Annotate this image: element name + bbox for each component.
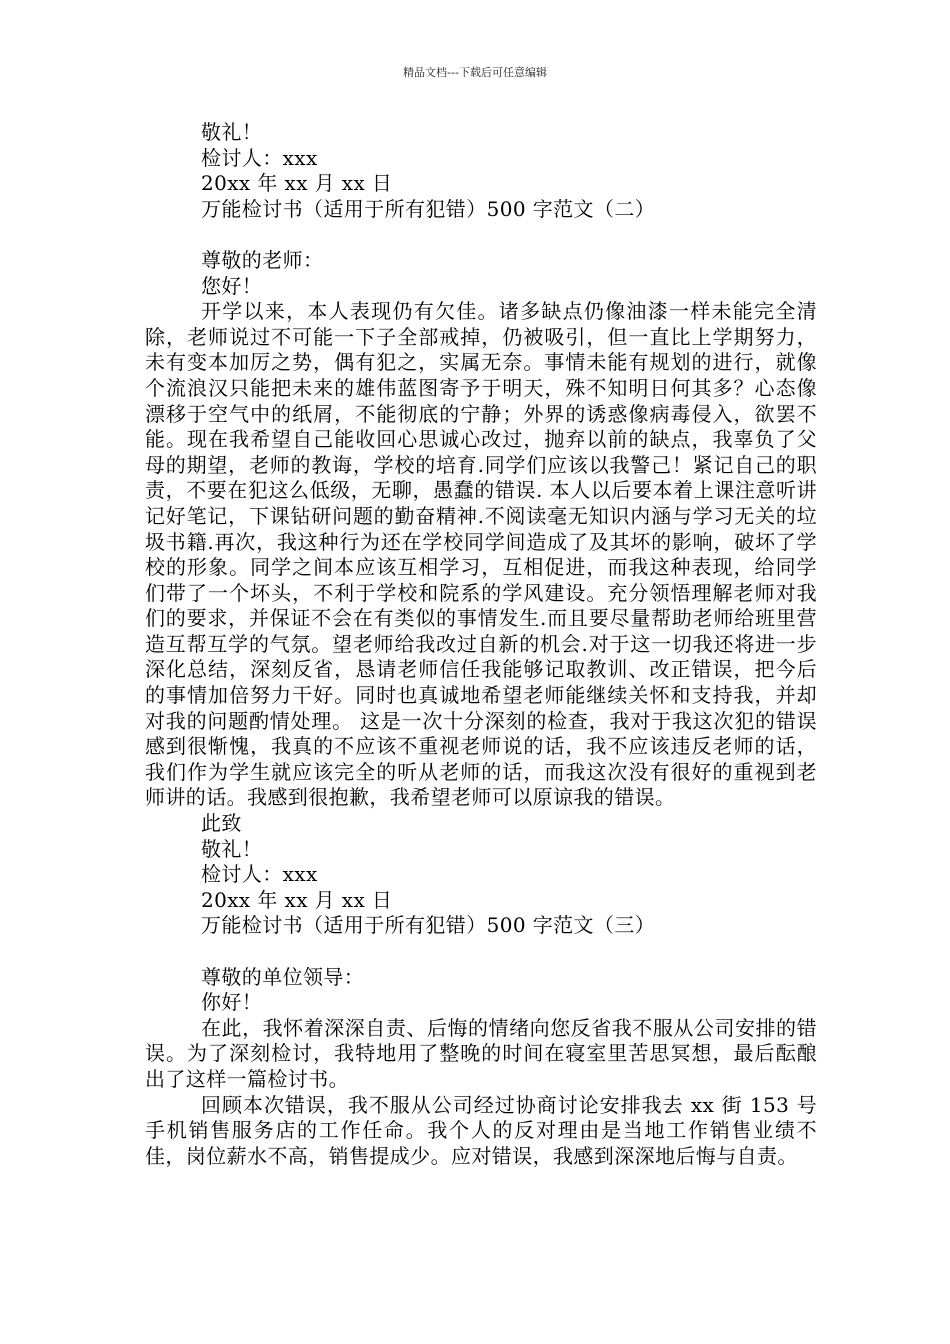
- section-2-addressee: 尊敬的老师：: [201, 247, 324, 272]
- signer-2: 检讨人：xxx: [201, 862, 318, 887]
- signer-1: 检讨人：xxx: [201, 145, 318, 170]
- section-3-addressee: 尊敬的单位领导：: [201, 964, 365, 989]
- page-header: 精品文档---下载后可任意编辑: [403, 66, 547, 79]
- section-2-title: 万能检讨书（适用于所有犯错）500 字范文（二）: [201, 196, 656, 221]
- section-3-title: 万能检讨书（适用于所有犯错）500 字范文（三）: [201, 913, 656, 938]
- section-2-greeting: 您好！: [201, 273, 263, 298]
- section-3-paragraph-2: 回顾本次错误，我不服从公司经过协商讨论安排我去 xx 街 153 号手机销售服务店的工作任命。我个人的反对理由是当地工作销售业绩不佳，岗位薪水不高，销售提成少。应对错误，我感到深深地后悔与自责。: [145, 1092, 817, 1168]
- section-3-paragraph-1: 在此，我怀着深深自责、后悔的情绪向您反省我不服从公司安排的错误。为了深刻检讨，我特地用了整晚的时间在寝室里苦思冥想，最后酝酿出了这样一篇检讨书。: [145, 1015, 817, 1091]
- spacer: [145, 222, 817, 248]
- section-2-closing: 此致: [201, 811, 242, 836]
- date-2: 20xx 年 xx 月 xx 日: [201, 887, 393, 912]
- date-1: 20xx 年 xx 月 xx 日: [201, 171, 393, 196]
- document-body: [145, 120, 817, 1169]
- section-2-paragraph: 开学以来，本人表现仍有欠佳。诸多缺点仍像油漆一样未能完全清除，老师说过不可能一下子全部戒掉，仍被吸引，但一直比上学期努力，未有变本加厉之势，偶有犯之，实属无奈。事情未能有规划的进行，就像个流浪汉只能把未来的雄伟蓝图寄予于明天，殊不知明日何其多？心态像漂移于空气中的纸屑，不能彻底的宁静；外界的诱惑像病毒侵入，欲罢不能。现在我希望自己能收回心思诚心改过，抛弃以前的缺点，我辜负了父母的期望，老师的教诲，学校的培育.同学们应该以我警己！紧记自己的职责，不要在犯这么低级，无聊，愚蠢的错误. 本人以后要本着上课注意听讲记好笔记，下课钻研问题的勤奋精神.不阅读毫无知识内涵与学习无关的垃圾书籍.再次，我这种行为还在学校同学间造成了及其坏的影响，破坏了学校的形象。同学之间本应该互相学习，互相促进，而我这种表现，给同学们带了一个坏头，不利于学校和院系的学风建设。充分领悟理解老师对我们的要求，并保证不会在有类似的事情发生.而且要尽量帮助老师给班里营造互帮互学的气氛。望老师给我改过自新的机会.对于这一切我还将进一步深化总结，深刻反省，恳请老师信任我能够记取教训、改正错误，把今后的事情加倍努力干好。同时也真诚地希望老师能继续关怀和支持我，并却对我的问题酌情处理。 这是一次十分深刻的检查，我对于我这次犯的错误感到很惭愧，我真的不应该不重视老师说的话，我不应该违反老师的话，我们作为学生就应该完全的听从老师的话，而我这次没有很好的重视到老师讲的话。我感到很抱歉，我希望老师可以原谅我的错误。: [145, 299, 817, 810]
- salute-2: 敬礼！: [201, 836, 263, 861]
- salute-1: 敬礼！: [201, 120, 263, 144]
- section-3-greeting: 你好！: [201, 990, 263, 1015]
- spacer: [145, 939, 817, 965]
